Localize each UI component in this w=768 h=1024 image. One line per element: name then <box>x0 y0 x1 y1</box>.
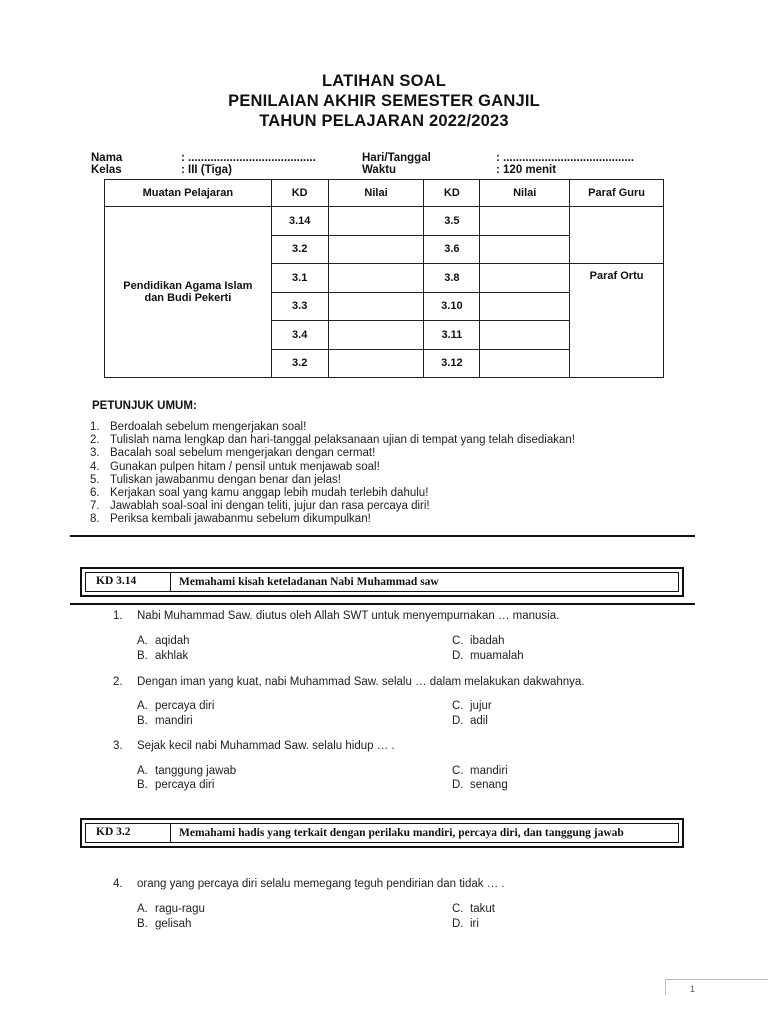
hari-label: Hari/Tanggal <box>362 152 431 164</box>
title-line-2: PENILAIAN AKHIR SEMESTER GANJIL <box>228 92 540 110</box>
list-item: 1. Berdoalah sebelum mengerjakan soal! <box>90 421 307 433</box>
divider <box>70 535 695 537</box>
option[interactable]: A. ragu-ragu <box>137 903 205 915</box>
option[interactable]: D. iri <box>452 918 479 930</box>
option[interactable]: C. mandiri <box>452 765 508 777</box>
option[interactable]: C. jujur <box>452 700 492 712</box>
nilai-cell[interactable] <box>480 349 570 378</box>
kd-section-header <box>80 567 684 597</box>
title-line-3: TAHUN PELAJARAN 2022/2023 <box>259 112 509 130</box>
kd-cell: 3.11 <box>424 321 480 350</box>
kd-section-header <box>80 818 684 848</box>
kd-cell: 3.14 <box>271 207 328 236</box>
hari-value: : ......................................... <box>496 152 635 164</box>
kd-cell: 3.6 <box>424 235 480 264</box>
question: 4. orang yang percaya diri selalu memegang teguh pendirian dan tidak … . <box>113 878 505 890</box>
nama-value: : ........................................ <box>181 152 316 164</box>
header-paraf-guru: Paraf Guru <box>570 180 664 207</box>
option[interactable]: B. akhlak <box>137 650 189 662</box>
title-line-1: LATIHAN SOAL <box>322 72 446 90</box>
list-item: 5. Tuliskan jawabanmu dengan benar dan jelas! <box>90 473 342 486</box>
option[interactable]: A. percaya diri <box>137 700 215 712</box>
footer-tick <box>665 979 666 995</box>
kd-cell: 3.4 <box>271 321 328 350</box>
waktu-label: Waktu <box>362 164 397 176</box>
divider <box>70 603 695 605</box>
nilai-cell[interactable] <box>480 264 570 293</box>
option[interactable]: B. gelisah <box>137 918 192 930</box>
option[interactable]: D. senang <box>452 779 508 791</box>
subject-cell: Pendidikan Agama Islam dan Budi Pekerti <box>105 207 272 378</box>
waktu-value: : 120 menit <box>496 164 557 176</box>
grade-table-header <box>105 180 664 207</box>
option[interactable]: B. mandiri <box>137 715 193 727</box>
question: 2. Dengan iman yang kuat, nabi Muhammad Saw. selalu … dalam melakukan dakwahnya. <box>113 676 585 688</box>
list-item: 4. Gunakan pulpen hitam / pensil untuk menjawab soal! <box>90 460 380 473</box>
kd-cell: 3.2 <box>271 235 328 264</box>
footer-rule <box>665 979 768 980</box>
kd-code: KD 3.2 <box>86 824 171 842</box>
instructions-title: PETUNJUK UMUM: <box>92 400 197 412</box>
list-item: 2. Tulislah nama lengkap dan hari-tanggal pelaksanaan ujian di tempat yang telah disediakan! <box>90 434 575 447</box>
nilai-cell[interactable] <box>328 264 424 293</box>
nilai-cell[interactable] <box>480 292 570 321</box>
header-muatan: Muatan Pelajaran <box>105 180 272 207</box>
kd-cell: 3.3 <box>271 292 328 321</box>
paraf-guru-cell[interactable] <box>570 207 664 264</box>
kd-description: Memahami hadis yang terkait dengan perilaku mandiri, percaya diri, dan tanggung jawab <box>179 827 624 839</box>
kelas-label: Kelas <box>91 164 122 176</box>
nilai-cell[interactable] <box>480 321 570 350</box>
option[interactable]: D. muamalah <box>452 650 524 662</box>
kd-cell: 3.8 <box>424 264 480 293</box>
option[interactable]: A. tanggung jawab <box>137 765 237 777</box>
table-row <box>105 207 664 236</box>
kd-cell: 3.10 <box>424 292 480 321</box>
nilai-cell[interactable] <box>328 207 424 236</box>
instructions-list <box>90 421 575 527</box>
header-nilai-2: Nilai <box>480 180 570 207</box>
paraf-ortu-label: Paraf Ortu <box>589 270 644 282</box>
kd-cell: 3.5 <box>424 207 480 236</box>
nama-label: Nama <box>91 152 123 164</box>
page-number: 1 <box>690 984 696 994</box>
kd-cell: 3.12 <box>424 349 480 378</box>
option[interactable]: C. takut <box>452 903 495 915</box>
list-item: 8. Periksa kembali jawabanmu sebelum dikumpulkan! <box>90 513 371 526</box>
list-item: 7. Jawablah soal-soal ini dengan teliti, jujur dan rasa percaya diri! <box>90 500 430 513</box>
paraf-ortu-cell[interactable] <box>570 264 664 378</box>
option[interactable]: B. percaya diri <box>137 779 215 791</box>
list-item: 6. Kerjakan soal yang kamu anggap lebih mudah terlebih dahulu! <box>90 487 429 500</box>
kd-description: Memahami kisah keteladanan Nabi Muhammad saw <box>179 576 439 588</box>
kd-cell: 3.1 <box>271 264 328 293</box>
kelas-value: : III (Tiga) <box>181 164 232 176</box>
nilai-cell[interactable] <box>328 235 424 264</box>
header-nilai-1: Nilai <box>328 180 424 207</box>
header-kd-2: KD <box>424 180 480 207</box>
question: 3. Sejak kecil nabi Muhammad Saw. selalu hidup … . <box>113 740 395 752</box>
header-kd-1: KD <box>271 180 328 207</box>
option[interactable]: A. aqidah <box>137 635 190 647</box>
option[interactable]: C. ibadah <box>452 635 505 647</box>
grade-table <box>104 179 664 378</box>
question: 1. Nabi Muhammad Saw. diutus oleh Allah SWT untuk menyempurnakan … manusia. <box>113 610 560 622</box>
kd-code: KD 3.14 <box>86 573 171 591</box>
nilai-cell[interactable] <box>328 349 424 378</box>
nilai-cell[interactable] <box>480 235 570 264</box>
kd-cell: 3.2 <box>271 349 328 378</box>
nilai-cell[interactable] <box>328 292 424 321</box>
nilai-cell[interactable] <box>328 321 424 350</box>
nilai-cell[interactable] <box>480 207 570 236</box>
list-item: 3. Bacalah soal sebelum mengerjakan dengan cermat! <box>90 447 376 460</box>
option[interactable]: D. adil <box>452 715 488 727</box>
